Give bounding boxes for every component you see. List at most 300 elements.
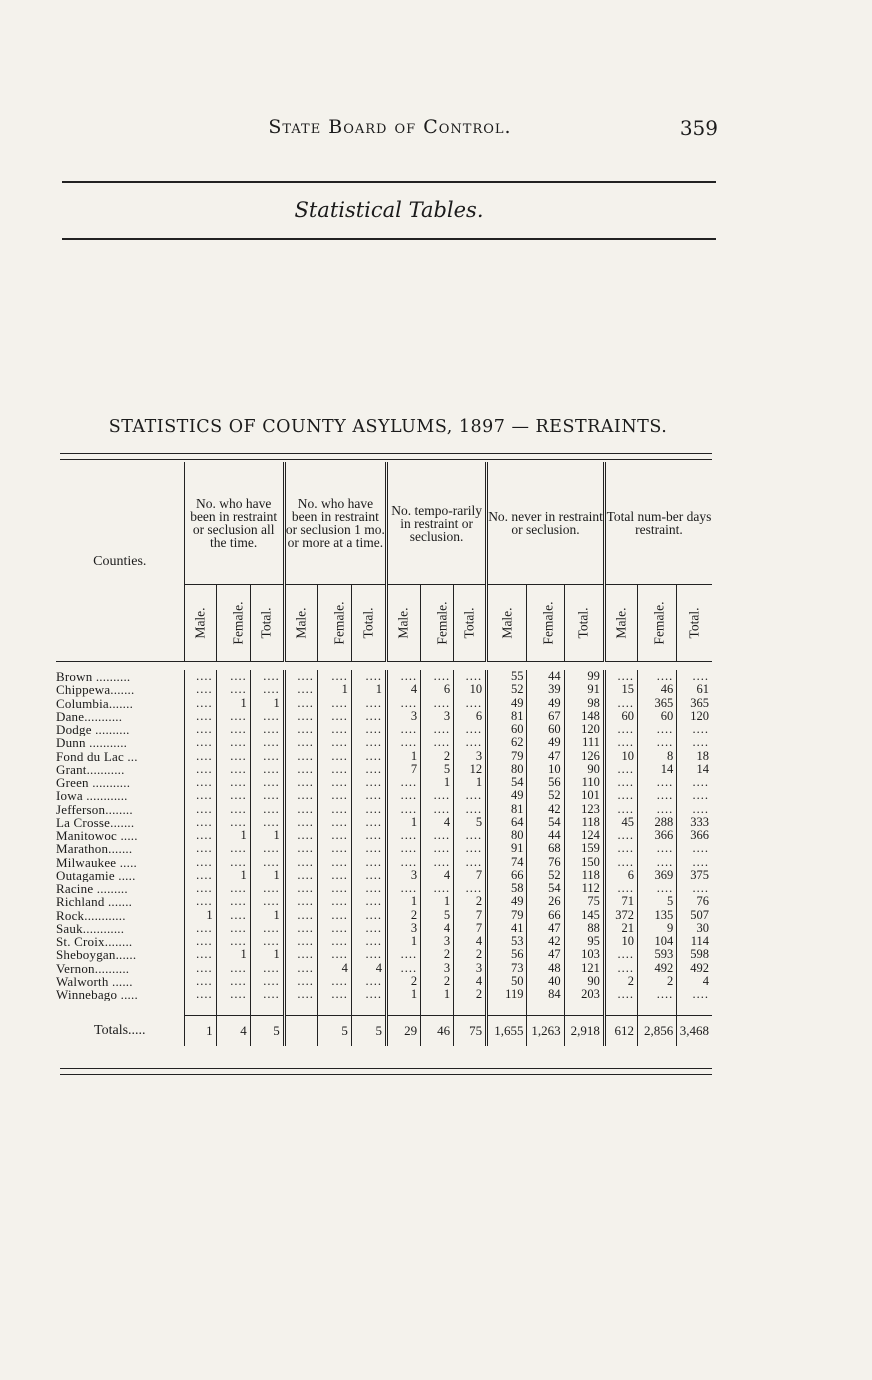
cell: 26	[527, 895, 564, 908]
cell: 120	[564, 723, 604, 736]
county-name: St. Croix........	[56, 935, 133, 949]
table-row	[56, 829, 712, 842]
cell	[284, 736, 317, 749]
cell	[351, 670, 386, 683]
col-male: Male.	[284, 585, 317, 662]
cell: 2	[454, 948, 487, 961]
cell: 12	[454, 763, 487, 776]
cell: 74	[487, 856, 527, 869]
cell	[216, 856, 250, 869]
cell: 7	[454, 869, 487, 882]
cell	[604, 763, 637, 776]
county-name: Winnebago .....	[56, 988, 138, 1002]
cell: 58	[487, 882, 527, 895]
cell	[317, 909, 351, 922]
cell	[216, 922, 250, 935]
county-name: Walworth ......	[56, 974, 133, 988]
cell	[184, 842, 216, 855]
table-row	[56, 909, 712, 922]
cell: 3	[421, 710, 454, 723]
cell: 62	[487, 736, 527, 749]
cell: 2	[454, 895, 487, 908]
cell	[284, 842, 317, 855]
cell	[184, 829, 216, 842]
cell: 79	[487, 750, 527, 763]
cell: 6	[421, 683, 454, 696]
cell	[317, 723, 351, 736]
table-row	[56, 683, 712, 696]
cell	[421, 789, 454, 802]
cell: 3	[421, 962, 454, 975]
cell	[604, 736, 637, 749]
cell	[387, 829, 421, 842]
cell: 124	[564, 829, 604, 842]
cell: 114	[677, 935, 712, 948]
cell: 135	[637, 909, 676, 922]
totals-label: Totals.....	[94, 1023, 146, 1038]
cell: 1	[351, 683, 386, 696]
cell	[284, 683, 317, 696]
cell: 52	[487, 683, 527, 696]
running-head	[62, 116, 718, 144]
cell	[284, 948, 317, 961]
cell	[351, 697, 386, 710]
cell: 76	[677, 895, 712, 908]
cell: 1	[387, 935, 421, 948]
col-male: Male.	[387, 585, 421, 662]
cell: 3	[421, 935, 454, 948]
table-row	[56, 988, 712, 1001]
cell: 18	[677, 750, 712, 763]
cell	[637, 670, 676, 683]
cell: 375	[677, 869, 712, 882]
cell: 104	[637, 935, 676, 948]
table-top-double-rule	[60, 453, 712, 460]
cell	[284, 750, 317, 763]
cell: 99	[564, 670, 604, 683]
cell: 60	[604, 710, 637, 723]
cell	[351, 948, 386, 961]
cell	[421, 882, 454, 895]
cell: 101	[564, 789, 604, 802]
cell: 49	[527, 736, 564, 749]
cell	[216, 816, 250, 829]
cell	[387, 842, 421, 855]
cell	[250, 683, 284, 696]
cell	[184, 895, 216, 908]
cell	[351, 763, 386, 776]
cell: 10	[604, 935, 637, 948]
cell: 3	[454, 962, 487, 975]
col-male: Male.	[487, 585, 527, 662]
cell	[317, 922, 351, 935]
cell	[604, 988, 637, 1001]
cell: 4	[387, 683, 421, 696]
cell	[637, 856, 676, 869]
cell: 1	[250, 697, 284, 710]
cell: 81	[487, 710, 527, 723]
group-header-total-days: Total num-ber days restraint.	[604, 462, 712, 585]
cell	[317, 789, 351, 802]
cell	[421, 842, 454, 855]
cell	[421, 856, 454, 869]
cell	[317, 750, 351, 763]
county-name: Chippewa.......	[56, 683, 135, 697]
spacer-row	[56, 1001, 712, 1016]
table-row	[56, 842, 712, 855]
cell	[284, 697, 317, 710]
col-male: Male.	[604, 585, 637, 662]
cell: 52	[527, 789, 564, 802]
cell	[637, 842, 676, 855]
cell: 84	[527, 988, 564, 1001]
group-header-row	[56, 462, 712, 585]
cell: 46	[421, 1016, 454, 1047]
cell	[351, 829, 386, 842]
table-row	[56, 816, 712, 829]
cell: 1	[421, 895, 454, 908]
cell	[284, 856, 317, 869]
cell	[317, 948, 351, 961]
cell: 1	[454, 776, 487, 789]
cell: 1	[216, 697, 250, 710]
table-row	[56, 856, 712, 869]
cell: 6	[604, 869, 637, 882]
county-name: Richland .......	[56, 895, 133, 909]
cell	[454, 697, 487, 710]
cell: 54	[527, 816, 564, 829]
cell: 39	[527, 683, 564, 696]
cell: 110	[564, 776, 604, 789]
cell	[604, 776, 637, 789]
cell: 48	[527, 962, 564, 975]
cell	[454, 829, 487, 842]
cell: 1	[421, 776, 454, 789]
cell: 3	[387, 710, 421, 723]
totals-row	[56, 1016, 712, 1047]
table-title: STATISTICS OF COUNTY ASYLUMS, 1897 — RESTRAINTS.	[108, 417, 668, 437]
cell	[351, 750, 386, 763]
table-row	[56, 895, 712, 908]
cell: 1	[250, 869, 284, 882]
table-row	[56, 948, 712, 961]
col-total: Total.	[677, 585, 712, 662]
cell	[317, 776, 351, 789]
page-number: 359	[679, 116, 718, 140]
cell: 30	[677, 922, 712, 935]
cell: 103	[564, 948, 604, 961]
cell: 492	[677, 962, 712, 975]
col-total: Total.	[351, 585, 386, 662]
table-row	[56, 750, 712, 763]
cell	[284, 763, 317, 776]
header-separator	[56, 662, 712, 671]
cell	[284, 776, 317, 789]
cell	[250, 895, 284, 908]
section-title: Statistical Tables.	[294, 198, 484, 222]
cell	[351, 816, 386, 829]
cell	[677, 776, 712, 789]
cell: 2	[421, 975, 454, 988]
cell: 112	[564, 882, 604, 895]
cell	[351, 988, 386, 1001]
cell	[604, 856, 637, 869]
cell: 64	[487, 816, 527, 829]
cell: 10	[454, 683, 487, 696]
cell: 68	[527, 842, 564, 855]
cell	[421, 736, 454, 749]
cell: 80	[487, 829, 527, 842]
cell	[216, 909, 250, 922]
cell	[677, 670, 712, 683]
cell: 2,856	[637, 1016, 676, 1047]
county-name: Sauk............	[56, 921, 125, 935]
cell: 2	[604, 975, 637, 988]
cell: 3	[387, 869, 421, 882]
cell	[677, 803, 712, 816]
col-female: Female.	[317, 585, 351, 662]
cell: 4	[421, 869, 454, 882]
group-header-one-month: No. who have been in restraint or seclusion 1 mo. or more at a time.	[284, 462, 386, 585]
cell: 1	[421, 988, 454, 1001]
cell	[637, 882, 676, 895]
cell: 1	[317, 683, 351, 696]
top-rule	[62, 181, 716, 183]
cell	[250, 789, 284, 802]
cell: 1	[387, 988, 421, 1001]
cell: 88	[564, 922, 604, 935]
cell	[250, 736, 284, 749]
county-name: Grant...........	[56, 762, 125, 776]
col-female: Female.	[527, 585, 564, 662]
cell: 4	[317, 962, 351, 975]
cell	[454, 856, 487, 869]
cell	[250, 670, 284, 683]
cell	[317, 736, 351, 749]
cell	[284, 922, 317, 935]
county-name: Dane...........	[56, 709, 123, 723]
cell: 80	[487, 763, 527, 776]
cell: 365	[677, 697, 712, 710]
cell: 4	[216, 1016, 250, 1047]
cell	[216, 670, 250, 683]
table-row	[56, 736, 712, 749]
cell: 2	[421, 750, 454, 763]
cell	[184, 723, 216, 736]
cell	[604, 697, 637, 710]
county-name: Racine .........	[56, 882, 128, 896]
cell: 4	[421, 816, 454, 829]
cell: 46	[637, 683, 676, 696]
cell: 126	[564, 750, 604, 763]
cell	[317, 842, 351, 855]
cell: 2	[421, 948, 454, 961]
cell: 73	[487, 962, 527, 975]
cell	[184, 975, 216, 988]
cell: 366	[677, 829, 712, 842]
cell: 1,263	[527, 1016, 564, 1047]
cell: 60	[487, 723, 527, 736]
cell	[184, 670, 216, 683]
cell	[454, 723, 487, 736]
cell: 507	[677, 909, 712, 922]
cell: 111	[564, 736, 604, 749]
cell: 95	[564, 935, 604, 948]
cell	[216, 750, 250, 763]
cell	[421, 723, 454, 736]
cell	[184, 988, 216, 1001]
cell	[637, 736, 676, 749]
cell	[351, 882, 386, 895]
cell	[637, 723, 676, 736]
cell	[351, 909, 386, 922]
cell	[184, 683, 216, 696]
cell	[216, 895, 250, 908]
cell: 56	[527, 776, 564, 789]
cell	[387, 736, 421, 749]
cell: 2,918	[564, 1016, 604, 1047]
cell	[387, 776, 421, 789]
cell	[284, 975, 317, 988]
cell: 79	[487, 909, 527, 922]
cell	[677, 856, 712, 869]
cell	[387, 962, 421, 975]
cell: 5	[421, 763, 454, 776]
cell	[351, 842, 386, 855]
cell	[250, 710, 284, 723]
cell	[317, 763, 351, 776]
cell	[317, 988, 351, 1001]
cell	[184, 710, 216, 723]
cell	[387, 882, 421, 895]
cell	[250, 975, 284, 988]
cell	[454, 803, 487, 816]
cell	[317, 935, 351, 948]
cell: 49	[487, 697, 527, 710]
cell	[284, 962, 317, 975]
cell	[250, 856, 284, 869]
cell	[604, 882, 637, 895]
cell	[317, 895, 351, 908]
table-row	[56, 962, 712, 975]
cell: 54	[487, 776, 527, 789]
table-row	[56, 922, 712, 935]
cell: 366	[637, 829, 676, 842]
cell: 44	[527, 829, 564, 842]
cell	[216, 789, 250, 802]
cell	[250, 935, 284, 948]
cell	[637, 988, 676, 1001]
cell: 14	[637, 763, 676, 776]
cell: 7	[454, 909, 487, 922]
cell	[284, 869, 317, 882]
county-name: Milwaukee .....	[56, 855, 137, 869]
cell: 42	[527, 803, 564, 816]
cell: 91	[564, 683, 604, 696]
cell	[250, 922, 284, 935]
cell: 1	[387, 895, 421, 908]
cell	[317, 670, 351, 683]
cell: 10	[604, 750, 637, 763]
county-name: Sheboygan......	[56, 948, 137, 962]
cell: 159	[564, 842, 604, 855]
table-row	[56, 670, 712, 683]
table-row	[56, 803, 712, 816]
cell	[216, 710, 250, 723]
cell: 121	[564, 962, 604, 975]
cell	[250, 776, 284, 789]
cell	[317, 856, 351, 869]
cell	[317, 697, 351, 710]
cell: 5	[250, 1016, 284, 1047]
cell: 372	[604, 909, 637, 922]
cell: 41	[487, 922, 527, 935]
cell	[284, 1016, 317, 1047]
table-row	[56, 975, 712, 988]
cell	[351, 723, 386, 736]
cell	[351, 736, 386, 749]
cell	[637, 789, 676, 802]
cell	[351, 922, 386, 935]
cell: 14	[677, 763, 712, 776]
cell: 7	[454, 922, 487, 935]
cell	[250, 962, 284, 975]
cell	[317, 816, 351, 829]
cell: 150	[564, 856, 604, 869]
cell: 47	[527, 922, 564, 935]
cell	[677, 882, 712, 895]
cell	[351, 895, 386, 908]
cell	[637, 803, 676, 816]
cell	[604, 829, 637, 842]
section-rule	[62, 238, 716, 240]
cell: 1	[184, 1016, 216, 1047]
col-total: Total.	[564, 585, 604, 662]
cell: 40	[527, 975, 564, 988]
table-bottom-double-rule	[60, 1068, 712, 1075]
cell	[284, 710, 317, 723]
cell: 119	[487, 988, 527, 1001]
cell: 60	[637, 710, 676, 723]
cell: 90	[564, 975, 604, 988]
cell	[387, 803, 421, 816]
table-row	[56, 935, 712, 948]
cell: 56	[487, 948, 527, 961]
cell: 369	[637, 869, 676, 882]
group-header-all-time: No. who have been in restraint or seclusion all the time.	[184, 462, 284, 585]
col-total: Total.	[250, 585, 284, 662]
cell	[184, 922, 216, 935]
cell: 66	[487, 869, 527, 882]
cell	[284, 829, 317, 842]
cell	[184, 869, 216, 882]
table-row	[56, 710, 712, 723]
cell: 1	[216, 829, 250, 842]
cell	[216, 723, 250, 736]
cell: 47	[527, 750, 564, 763]
cell: 288	[637, 816, 676, 829]
cell	[421, 697, 454, 710]
cell	[351, 789, 386, 802]
table-row	[56, 869, 712, 882]
cell	[421, 670, 454, 683]
cell: 10	[527, 763, 564, 776]
cell	[216, 882, 250, 895]
cell	[216, 975, 250, 988]
county-name: La Crosse.......	[56, 815, 135, 829]
table-row	[56, 763, 712, 776]
table-row	[56, 723, 712, 736]
